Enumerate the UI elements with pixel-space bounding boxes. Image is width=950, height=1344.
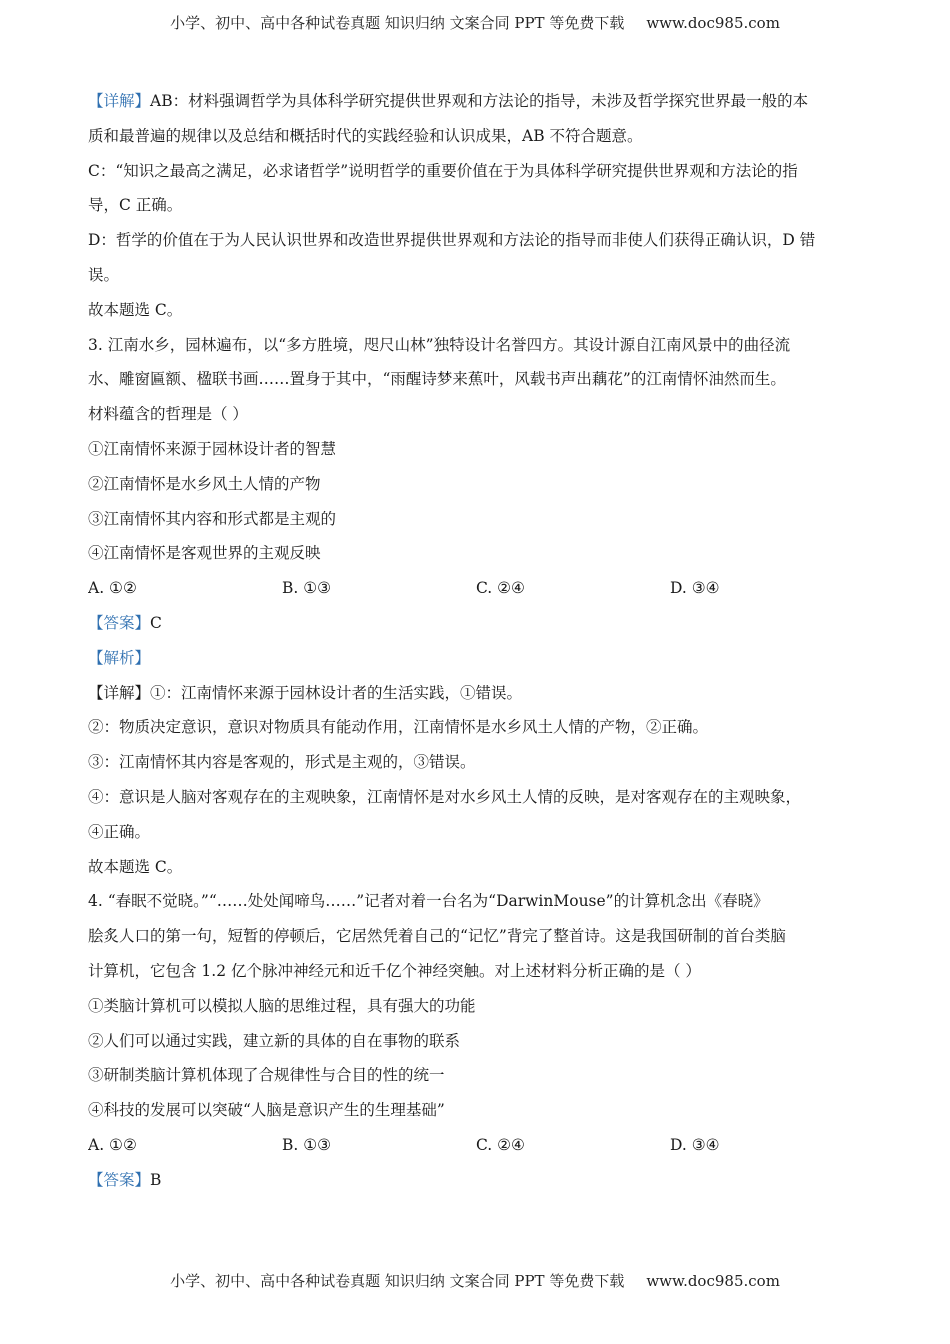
q4-answer: [88, 1163, 868, 1198]
q4-option-d: D. ③④: [670, 1135, 720, 1154]
q3-stem-line: 材料蕴含的哲理是（ ）: [88, 405, 248, 424]
q4-option-b: B. ①③: [282, 1135, 332, 1154]
q3-statement: ①江南情怀来源于园林设计者的智慧: [88, 439, 337, 458]
answer-tag: 【答案】: [88, 613, 151, 632]
q3-option-c: C. ②④: [476, 579, 525, 598]
q2-detail-line: C：“知识之最高之满足，必求诸哲学”说明哲学的重要价值在于为具体科学研究提供世界观和方法论的指: [88, 161, 798, 180]
q3-detail-line: ③：江南情怀其内容是客观的，形式是主观的，③错误。: [88, 753, 476, 772]
q2-detail-line: 质和最普遍的规律以及总结和概括时代的实践经验和认识成果，AB 不符合题意。: [88, 126, 643, 145]
q3-detail-line: ④：意识是人脑对客观存在的主观映象，江南情怀是对水乡风土人情的反映，是对客观存在的主观映象，: [88, 787, 802, 806]
q3-answer-value: C: [150, 613, 162, 632]
q4-stem-line: 4. “春眠不觉晓。”“……处处闻啼鸟……”记者对着一台名为“DarwinMouse”的计算机念出《春晓》: [88, 892, 769, 911]
q3-statement: ④江南情怀是客观世界的主观反映: [88, 544, 321, 563]
answer-tag: 【答案】: [88, 1170, 151, 1189]
document-body: [88, 84, 868, 1198]
footer-url[interactable]: www.doc985.com: [646, 1272, 780, 1290]
q4-options: [88, 1128, 868, 1163]
detail-tag: 【详解】: [88, 683, 151, 702]
q3-option-b: B. ①③: [282, 579, 332, 598]
analysis-tag: 【解析】: [88, 648, 151, 667]
q3-detail-line: 【详解】①：江南情怀来源于园林设计者的生活实践，①错误。: [88, 683, 523, 702]
q4-option-a: A. ①②: [88, 1135, 137, 1154]
q4-statement: ④科技的发展可以突破“人脑是意识产生的生理基础”: [88, 1101, 445, 1120]
q4-statement: ②人们可以通过实践，建立新的具体的自在事物的联系: [88, 1031, 461, 1050]
q4-stem-line: 脍炙人口的第一句，短暂的停顿后，它居然凭着自己的“记忆”背完了整首诗。这是我国研制的首台类脑: [88, 927, 786, 946]
q3-detail-line: ②：物质决定意识，意识对物质具有能动作用，江南情怀是水乡风土人情的产物，②正确。: [88, 718, 709, 737]
q2-conclusion: 故本题选 C。: [88, 300, 183, 319]
q4-answer-value: B: [150, 1170, 162, 1189]
header-text: 小学、初中、高中各种试卷真题 知识归纳 文案合同 PPT 等免费下载: [170, 14, 625, 32]
q2-detail-line: 【详解】AB：材料强调哲学为具体科学研究提供世界观和方法论的指导，未涉及哲学探究世界最一般的本: [88, 92, 809, 110]
q2-detail-line: 误。: [88, 265, 120, 284]
q4-statement: ③研制类脑计算机体现了合规律性与合目的性的统一: [88, 1066, 445, 1085]
q4-option-c: C. ②④: [476, 1135, 525, 1154]
q4-stem-line: 计算机，它包含 1.2 亿个脉冲神经元和近千亿个神经突触。对上述材料分析正确的是（ ）: [88, 961, 701, 980]
q3-conclusion: 故本题选 C。: [88, 857, 183, 876]
q3-analysis: [88, 641, 868, 676]
q2-detail-line: D：哲学的价值在于为人民认识世界和改造世界提供世界观和方法论的指导而非使人们获得正确认识，D 错: [88, 231, 816, 250]
q3-option-a: A. ①②: [88, 579, 137, 598]
q3-options: [88, 571, 868, 606]
q3-detail-line: ④正确。: [88, 822, 151, 841]
header-url[interactable]: www.doc985.com: [646, 14, 780, 32]
q3-stem-line: 3. 江南水乡，园林遍布，以“多方胜境，咫尺山林”独特设计名誉四方。其设计源自江南风景中的曲径流: [88, 335, 791, 354]
page-footer: [0, 1270, 950, 1291]
q3-answer: [88, 606, 868, 641]
q3-statement: ③江南情怀其内容和形式都是主观的: [88, 509, 337, 528]
footer-text: 小学、初中、高中各种试卷真题 知识归纳 文案合同 PPT 等免费下载: [170, 1272, 625, 1290]
q3-statement: ②江南情怀是水乡风土人情的产物: [88, 474, 321, 493]
q3-option-d: D. ③④: [670, 579, 720, 598]
q2-detail-line: 导，C 正确。: [88, 196, 183, 215]
q3-stem-line: 水、雕窗匾额、楹联书画……置身于其中，“雨醒诗梦来蕉叶，风载书声出藕花”的江南情怀油然而生。: [88, 370, 786, 389]
page-header: [0, 12, 950, 33]
detail-tag: 【详解】: [88, 92, 151, 110]
q4-statement: ①类脑计算机可以模拟人脑的思维过程，具有强大的功能: [88, 996, 476, 1015]
